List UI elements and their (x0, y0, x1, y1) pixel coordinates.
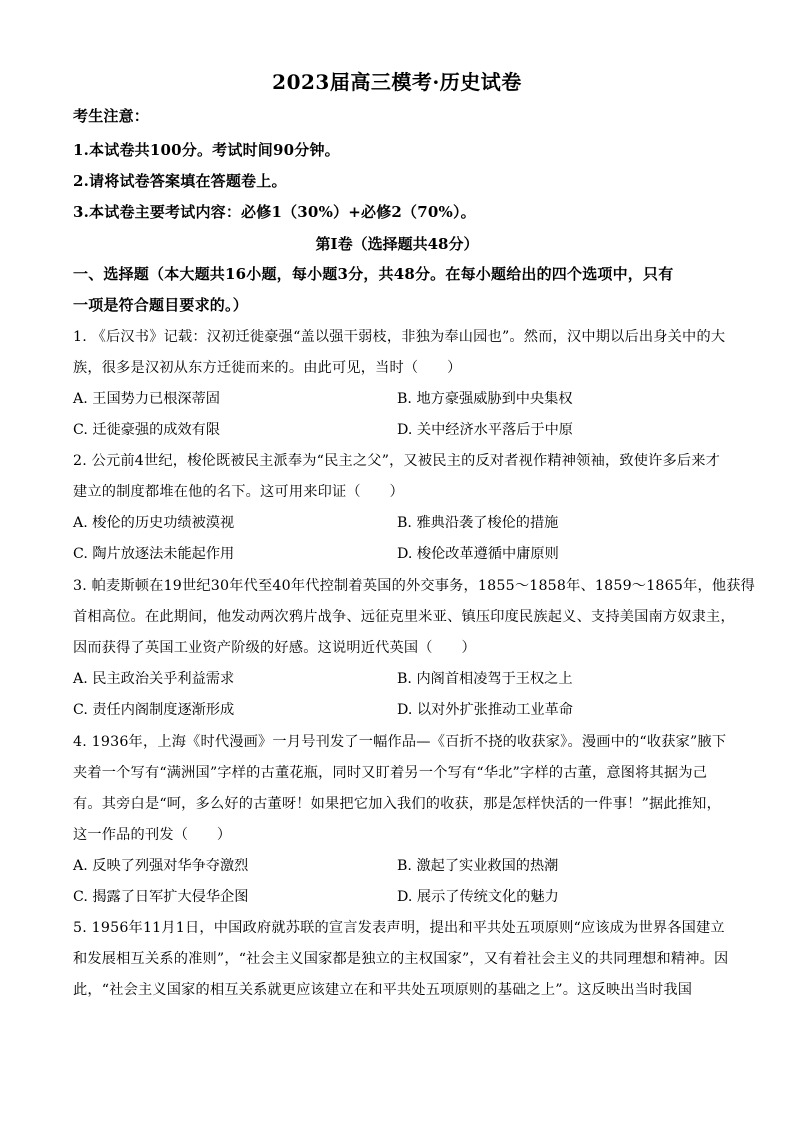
section-intro: 一项是符合题目要求的。） (73, 296, 248, 314)
question-4-stem: 夹着一个写有“满洲国”字样的古董花瓶，同时又盯着另一个写有“华北”字样的古董，意图将其据为己 (73, 765, 708, 781)
option-a: A. 王国势力已根深蒂固 (73, 391, 220, 407)
notice-item: 3.本试卷主要考试内容：必修1（30%）+必修2（70%）。 (73, 203, 476, 221)
option-a: A. 民主政治关乎利益需求 (73, 671, 235, 687)
option-c: C. 责任内阁制度逐渐形成 (73, 702, 235, 718)
question-3-stem: 首相高位。在此期间，他发动两次鸦片战争、远征克里米亚、镇压印度民族起义、支持美国南方奴隶主， (73, 609, 735, 625)
notice-heading: 考生注意： (73, 107, 150, 125)
question-3-stem: 3. 帕麦斯顿在19世纪30年代至40年代控制着英国的外交事务，1855～1858年、1859～1865年，他获得 (73, 578, 756, 594)
option-d: D. 以对外扩张推动工业革命 (397, 702, 573, 718)
question-2-stem: 2. 公元前4世纪，梭伦既被民主派奉为“民主之父”，又被民主的反对者视作精神领袖，致使许多后来才 (73, 453, 721, 469)
section-intro: 一、选择题（本大题共16小题，每小题3分，共48分。在每小题给出的四个选项中，只有 (73, 265, 674, 283)
question-1-stem: 1. 《后汉书》记载：汉初迁徙豪强“盖以强干弱枝，非独为奉山园也”。然而，汉中期以后出身关中的大 (73, 329, 726, 345)
option-a: A. 梭伦的历史功绩被漠视 (73, 515, 235, 531)
question-3-stem: 因而获得了英国工业资产阶级的好感。这说明近代英国（ ） (73, 640, 476, 656)
section-title: 第Ⅰ卷（选择题共48分） (315, 235, 479, 253)
option-d: D. 关中经济水平落后于中原 (397, 422, 573, 438)
option-d: D. 展示了传统文化的魅力 (397, 889, 559, 905)
question-4-stem: 4. 1936年，上海《时代漫画》一月号刊发了一幅作品—《百折不挠的收获家》。漫画中的“收获家”腋下 (73, 734, 727, 750)
notice-item: 1.本试卷共100分。考试时间90分钟。 (73, 141, 340, 159)
option-d: D. 梭伦改革遵循中庸原则 (397, 546, 559, 562)
question-5-stem: 和发展相互关系的准则”，“社会主义国家都是独立的主权国家”，又有着社会主义的共同理想和精神。因 (73, 951, 729, 967)
question-5-stem: 5. 1956年11月1日，中国政府就苏联的宣言发表声明，提出和平共处五项原则“应该成为世界各国建立 (73, 920, 725, 936)
option-b: B. 激起了实业救国的热潮 (397, 858, 559, 874)
option-b: B. 内阁首相凌驾于王权之上 (397, 671, 573, 687)
notice-item: 2.请将试卷答案填在答题卷上。 (73, 172, 287, 190)
option-b: B. 地方豪强威胁到中央集权 (397, 391, 573, 407)
option-c: C. 迁徙豪强的成效有限 (73, 422, 221, 438)
question-5-stem: 此，“社会主义国家的相互关系就更应该建立在和平共处五项原则的基础之上”。这反映出当时我国 (73, 982, 693, 998)
option-c: C. 揭露了日军扩大侵华企图 (73, 889, 249, 905)
question-4-stem: 有。其旁白是“呵，多么好的古董呀！如果把它加入我们的收获，那是怎样快活的一件事！”据此推知， (73, 796, 721, 812)
exam-title: 2023届高三模考·历史试卷 (272, 70, 522, 94)
option-b: B. 雅典沿袭了梭伦的措施 (397, 515, 559, 531)
question-4-stem: 这一作品的刊发（ ） (73, 827, 232, 843)
option-a: A. 反映了列强对华争夺激烈 (73, 858, 249, 874)
option-c: C. 陶片放逐法未能起作用 (73, 546, 235, 562)
question-2-stem: 建立的制度都堆在他的名下。这可用来印证（ ） (73, 484, 404, 500)
question-1-stem: 族，很多是汉初从东方迁徙而来的。由此可见，当时（ ） (73, 360, 462, 376)
